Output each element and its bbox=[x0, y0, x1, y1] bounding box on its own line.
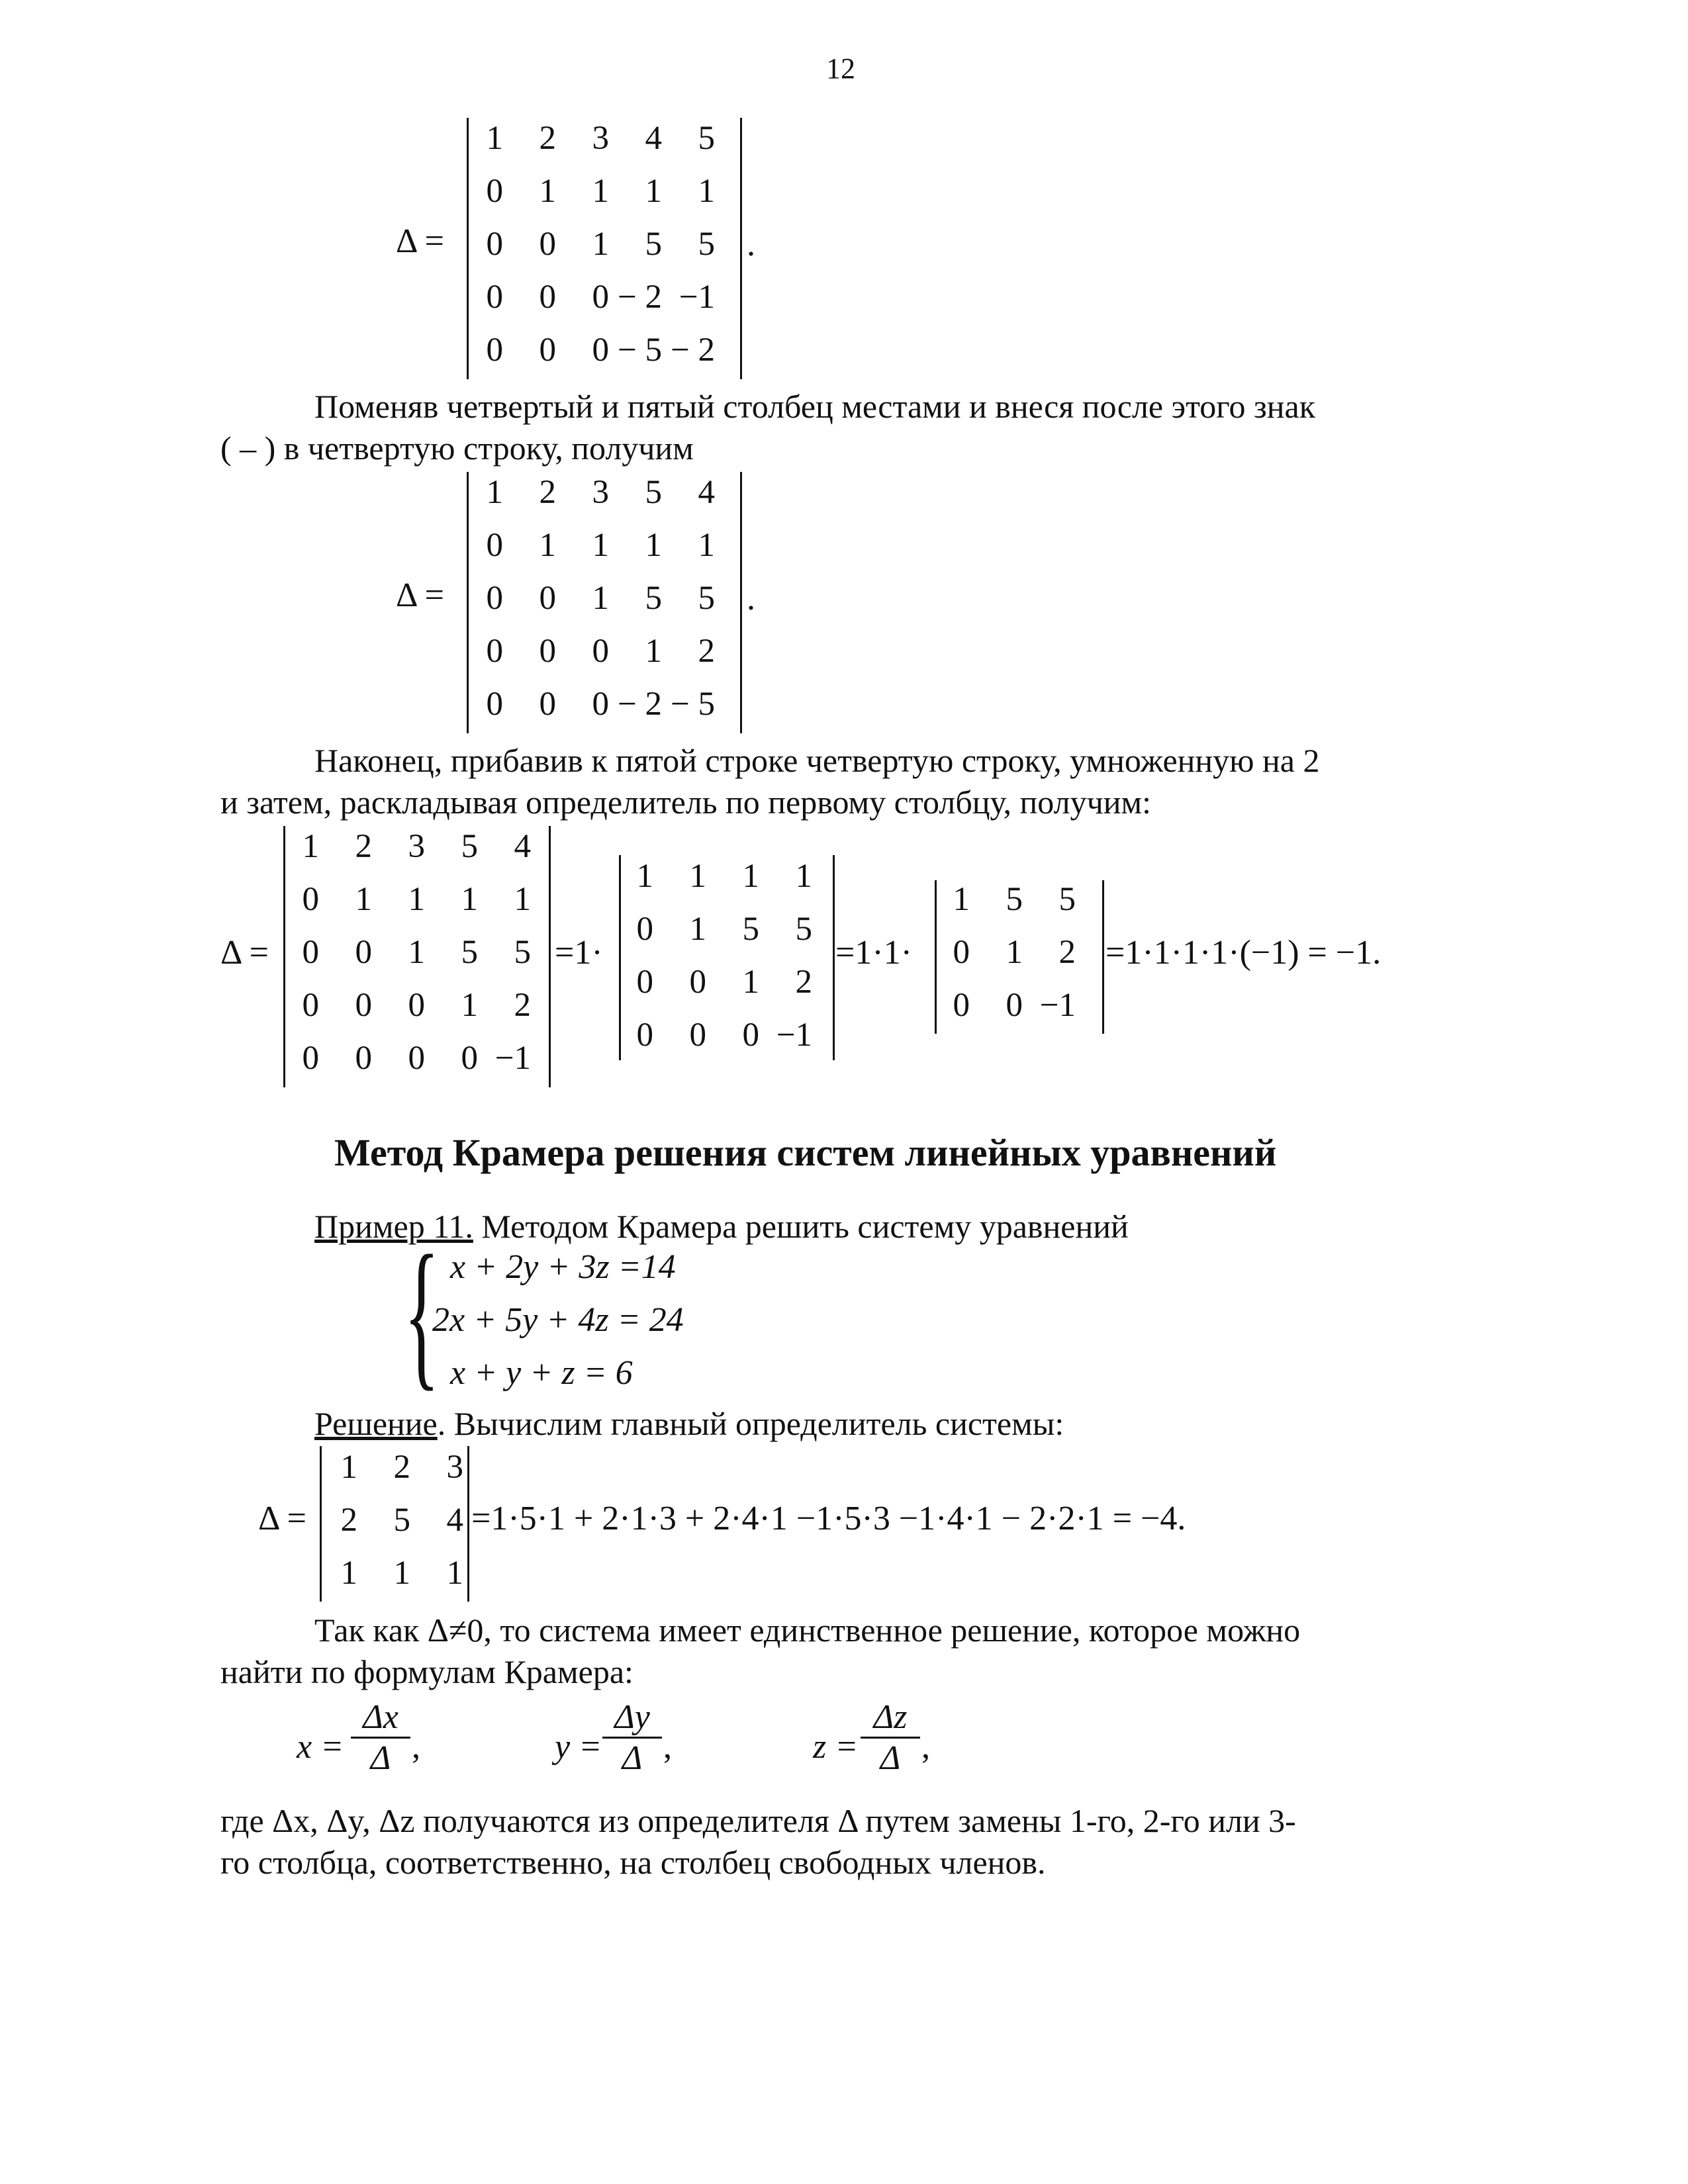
matrix-cell: 0 bbox=[302, 881, 319, 918]
paragraph-4-line-1: где Δx, Δy, Δz получаются из определителя Δ путем замены 1-го, 2-го или 3- bbox=[220, 1802, 1296, 1839]
matrix-cell: 1 bbox=[514, 881, 531, 918]
matrix-cell: 2 bbox=[539, 120, 556, 157]
matrix-cell: 0 bbox=[636, 911, 653, 948]
matrix-cell: 0 bbox=[689, 964, 706, 1001]
det3-label: Δ = bbox=[220, 934, 269, 972]
matrix-cell: 0 bbox=[486, 173, 503, 210]
matrix-cell: 0 bbox=[539, 332, 556, 369]
matrix-cell: 0 bbox=[302, 987, 319, 1024]
matrix-cell: 1 bbox=[340, 1555, 357, 1592]
paragraph-2-line-1: Наконец, прибавив к пятой строке четвертую строку, умноженную на 2 bbox=[314, 742, 1320, 779]
matrix-cell: − 5 bbox=[617, 332, 662, 369]
matrix-cell: 1 bbox=[592, 226, 609, 263]
matrix-cell: 2 bbox=[1058, 934, 1076, 971]
matrix-cell: 0 bbox=[953, 987, 970, 1024]
matrix-cell: 1 bbox=[461, 881, 478, 918]
formula-z-denominator: Δ bbox=[880, 1739, 901, 1777]
matrix-cell: 5 bbox=[645, 580, 662, 617]
formula-z-lhs: z = bbox=[813, 1728, 859, 1766]
matrix-cell: 5 bbox=[1006, 881, 1023, 918]
page-number: 12 bbox=[826, 52, 855, 85]
det4-expansion: =1·5·1 + 2·1·3 + 2·4·1 −1·5·3 −1·4·1 − 2·2·1 = −4. bbox=[471, 1500, 1186, 1537]
matrix-cell: − 2 bbox=[617, 279, 662, 316]
det3-op1: =1· bbox=[555, 934, 603, 972]
matrix-cell: 1 bbox=[698, 173, 715, 210]
solution-text: . Вычислим главный определитель системы: bbox=[437, 1405, 1064, 1442]
matrix-cell: 1 bbox=[689, 858, 706, 895]
matrix-cell: 4 bbox=[645, 120, 662, 157]
det3-op2: =1·1· bbox=[835, 934, 912, 972]
matrix-cell: 0 bbox=[486, 226, 503, 263]
matrix-cell: − 5 bbox=[670, 686, 715, 723]
matrix-cell: 0 bbox=[539, 580, 556, 617]
matrix-cell: 1 bbox=[742, 964, 759, 1001]
solution-label: Решение bbox=[314, 1405, 438, 1442]
matrix-cell: 0 bbox=[355, 1040, 372, 1077]
matrix-cell: 5 bbox=[795, 911, 812, 948]
paragraph-3-line-1: Так как Δ≠0, то система имеет единственное решение, которое можно bbox=[314, 1612, 1301, 1649]
matrix-cell: 1 bbox=[689, 911, 706, 948]
matrix-cell: 1 bbox=[592, 173, 609, 210]
matrix-cell: 1 bbox=[461, 987, 478, 1024]
formula-y-denominator: Δ bbox=[622, 1739, 643, 1777]
example-label: Пример 11. bbox=[314, 1208, 473, 1245]
matrix-cell: 5 bbox=[698, 120, 715, 157]
matrix-cell: 5 bbox=[645, 226, 662, 263]
matrix-cell: 5 bbox=[698, 580, 715, 617]
matrix-cell: 1 bbox=[486, 120, 503, 157]
matrix-cell: 2 bbox=[514, 987, 531, 1024]
formula-y-numerator: Δy bbox=[602, 1698, 662, 1739]
paragraph-4-line-2: го столбца, соответственно, на столбец свободных членов. bbox=[220, 1844, 1046, 1881]
matrix-cell: 0 bbox=[953, 934, 970, 971]
matrix-cell: 0 bbox=[302, 1040, 319, 1077]
matrix-cell: 0 bbox=[461, 1040, 478, 1077]
matrix-cell: 0 bbox=[539, 279, 556, 316]
matrix-cell: 1 bbox=[355, 881, 372, 918]
matrix-cell: 5 bbox=[742, 911, 759, 948]
matrix-cell: 3 bbox=[408, 828, 425, 865]
matrix-cell: −1 bbox=[776, 1017, 812, 1054]
matrix-cell: 0 bbox=[539, 226, 556, 263]
matrix-cell: 5 bbox=[461, 934, 478, 971]
matrix-cell: 0 bbox=[408, 1040, 425, 1077]
matrix-cell: 4 bbox=[446, 1502, 463, 1539]
matrix-cell: 5 bbox=[645, 474, 662, 511]
matrix-cell: − 2 bbox=[670, 332, 715, 369]
matrix-cell: 2 bbox=[340, 1502, 357, 1539]
matrix-cell: 1 bbox=[636, 858, 653, 895]
matrix-cell: 1 bbox=[645, 527, 662, 564]
matrix-cell: 5 bbox=[393, 1502, 410, 1539]
matrix-cell: 0 bbox=[592, 686, 609, 723]
matrix-cell: 1 bbox=[795, 858, 812, 895]
det1-period: . bbox=[747, 226, 755, 263]
matrix-cell: 1 bbox=[742, 858, 759, 895]
matrix-cell: 1 bbox=[539, 173, 556, 210]
matrix-cell: 1 bbox=[645, 633, 662, 670]
matrix-cell: 1 bbox=[592, 580, 609, 617]
matrix-cell: 0 bbox=[355, 987, 372, 1024]
matrix-cell: 1 bbox=[340, 1449, 357, 1486]
matrix-cell: 5 bbox=[514, 934, 531, 971]
matrix-cell: 0 bbox=[636, 1017, 653, 1054]
matrix-cell: 0 bbox=[539, 633, 556, 670]
matrix-cell: 3 bbox=[592, 474, 609, 511]
matrix-cell: 5 bbox=[461, 828, 478, 865]
matrix-cell: 0 bbox=[742, 1017, 759, 1054]
formula-x-comma: , bbox=[412, 1728, 420, 1766]
formula-x-lhs: x = bbox=[297, 1728, 344, 1766]
matrix-cell: 0 bbox=[302, 934, 319, 971]
matrix-cell: 4 bbox=[514, 828, 531, 865]
solution-line bbox=[314, 1403, 1064, 1445]
matrix-cell: 5 bbox=[1058, 881, 1076, 918]
matrix-cell: 0 bbox=[636, 964, 653, 1001]
example-text: Методом Крамера решить систему уравнений bbox=[473, 1208, 1129, 1245]
matrix-cell: 0 bbox=[539, 686, 556, 723]
matrix-cell: 0 bbox=[486, 332, 503, 369]
det2-period: . bbox=[747, 580, 755, 617]
det3-result: =1·1·1·1·(−1) = −1. bbox=[1105, 934, 1382, 972]
matrix-cell: 1 bbox=[645, 173, 662, 210]
matrix-cell: 1 bbox=[408, 934, 425, 971]
matrix-cell: −1 bbox=[1039, 987, 1076, 1024]
matrix-cell: 0 bbox=[1006, 987, 1023, 1024]
matrix-cell: 5 bbox=[698, 226, 715, 263]
matrix-cell: 1 bbox=[446, 1555, 463, 1592]
matrix-cell: 3 bbox=[592, 120, 609, 157]
matrix-cell: 0 bbox=[486, 633, 503, 670]
matrix-cell: −1 bbox=[679, 279, 715, 316]
det4-label: Δ = bbox=[258, 1500, 306, 1537]
det1-label: Δ = bbox=[396, 222, 444, 260]
paragraph-2-line-2: и затем, раскладывая определитель по первому столбцу, получим: bbox=[220, 784, 1152, 821]
matrix-cell: 2 bbox=[795, 964, 812, 1001]
formula-y-lhs: y = bbox=[555, 1728, 602, 1766]
paragraph-1-line-1: Поменяв четвертый и пятый столбец местами и внеся после этого знак bbox=[314, 388, 1316, 425]
matrix-cell: 2 bbox=[539, 474, 556, 511]
matrix-cell: 0 bbox=[486, 686, 503, 723]
matrix-cell: 2 bbox=[393, 1449, 410, 1486]
section-heading: Метод Крамера решения систем линейных уравнений bbox=[334, 1131, 1277, 1174]
matrix-cell: 0 bbox=[689, 1017, 706, 1054]
formula-x-denominator: Δ bbox=[370, 1739, 391, 1777]
formula-y-comma: , bbox=[663, 1728, 672, 1766]
system-brace: { bbox=[404, 1222, 440, 1405]
matrix-cell: 1 bbox=[408, 881, 425, 918]
matrix-cell: 4 bbox=[698, 474, 715, 511]
matrix-cell: 1 bbox=[393, 1555, 410, 1592]
paragraph-3-line-2: найти по формулам Крамера: bbox=[220, 1653, 633, 1690]
matrix-cell: 1 bbox=[486, 474, 503, 511]
matrix-cell: 1 bbox=[592, 527, 609, 564]
formula-y-fraction bbox=[602, 1698, 662, 1778]
matrix-cell: 1 bbox=[953, 881, 970, 918]
matrix-cell: −1 bbox=[494, 1040, 531, 1077]
matrix-cell: 0 bbox=[408, 987, 425, 1024]
matrix-cell: 1 bbox=[302, 828, 319, 865]
equation-3: x + y + z = 6 bbox=[450, 1354, 633, 1392]
matrix-cell: 0 bbox=[592, 633, 609, 670]
formula-x-numerator: Δx bbox=[351, 1698, 410, 1739]
matrix-cell: 0 bbox=[592, 332, 609, 369]
paragraph-1-line-2: ( – ) в четвертую строку, получим bbox=[220, 430, 694, 467]
matrix-cell: 0 bbox=[592, 279, 609, 316]
matrix-cell: 0 bbox=[355, 934, 372, 971]
formula-z-fraction bbox=[861, 1698, 920, 1778]
matrix-cell: 1 bbox=[698, 527, 715, 564]
det2-label: Δ = bbox=[396, 576, 444, 614]
matrix-cell: 1 bbox=[1006, 934, 1023, 971]
matrix-cell: − 2 bbox=[617, 686, 662, 723]
matrix-cell: 0 bbox=[486, 580, 503, 617]
formula-z-comma: , bbox=[921, 1728, 930, 1766]
matrix-cell: 1 bbox=[539, 527, 556, 564]
matrix-cell: 0 bbox=[486, 527, 503, 564]
matrix-cell: 3 bbox=[446, 1449, 463, 1486]
equation-2: 2x + 5y + 4z = 24 bbox=[432, 1301, 684, 1339]
matrix-cell: 2 bbox=[355, 828, 372, 865]
matrix-cell: 0 bbox=[486, 279, 503, 316]
matrix-cell: 2 bbox=[698, 633, 715, 670]
formula-z-numerator: Δz bbox=[861, 1698, 920, 1739]
equation-1: x + 2y + 3z =14 bbox=[450, 1248, 676, 1286]
formula-x-fraction bbox=[351, 1698, 410, 1778]
